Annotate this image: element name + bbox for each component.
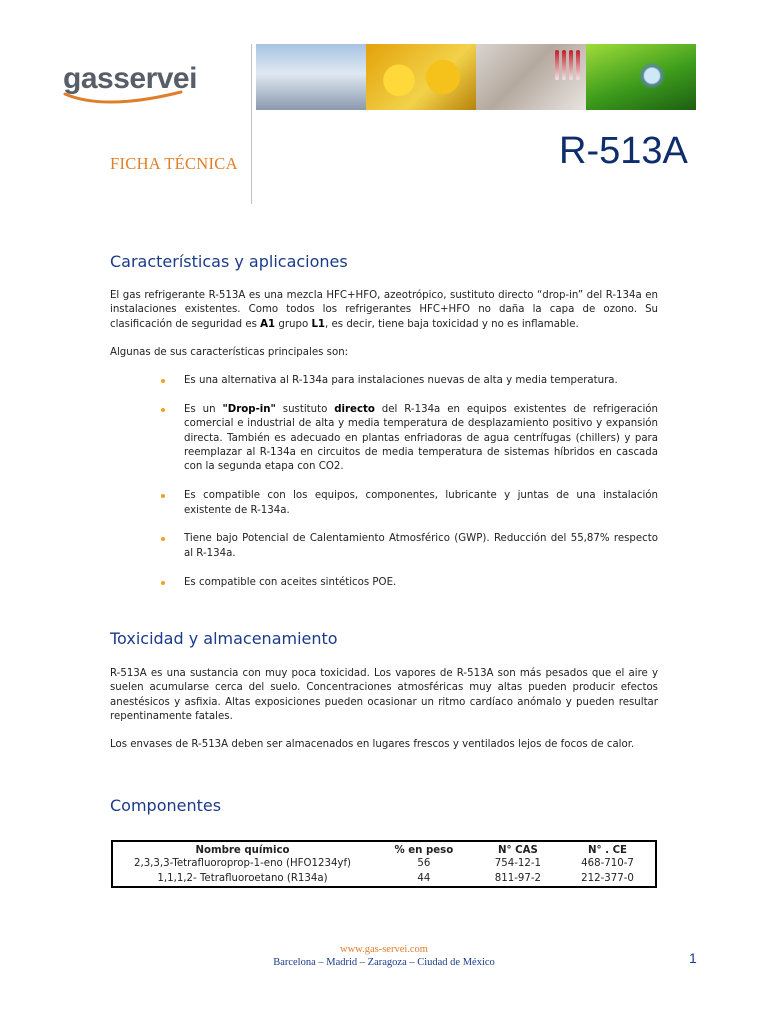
bullet-text: Tiene bajo Potencial de Calentamiento Atmosférico (GWP). Reducción del 55,87% respecto al R-134a.: [184, 533, 658, 559]
features-lead: Algunas de sus características principales son:: [110, 347, 349, 358]
banner-industrial-tanks-image: [256, 44, 366, 110]
list-item: [160, 403, 658, 475]
safety-class-a1: A1: [260, 318, 276, 330]
list-item: [160, 576, 658, 590]
list-item: [160, 489, 658, 518]
bullet-text: sustituto: [275, 403, 335, 415]
table-cell: 212-377-0: [581, 872, 634, 884]
list-item: [160, 374, 658, 388]
list-item: [160, 532, 658, 561]
banner-gas-cylinders-image: [366, 44, 476, 110]
bullet-text: Es una alternativa al R-134a para instalaciones nuevas de alta y media temperatura.: [184, 375, 618, 386]
safety-group-l1: L1: [311, 318, 326, 330]
intro-text-3: , es decir, tiene baja toxicidad y no es inflamable.: [325, 318, 579, 330]
table-cell: 56: [417, 858, 431, 869]
bullet-text: del R-134a en equipos existentes de refrigeración comercial e industrial de alta y media temperatura de desplazamiento positivo y expansión directa. También es adecuado en plantas enfriadoras de agua centrífugas (chillers) y para reemplazar al R-134a en circuitos de media temperatura de sistemas híbridos en cascada con la segunda etapa con CO2.: [184, 403, 658, 473]
header-divider: [251, 44, 252, 204]
table-cell: 44: [417, 872, 431, 884]
section-title-caracteristicas: Características y aplicaciones: [110, 252, 348, 271]
section-title-componentes: Componentes: [110, 796, 222, 815]
document-type-label: FICHA TÉCNICA: [110, 154, 238, 173]
table-row: [112, 872, 656, 888]
table-cell: 1,1,1,2- Tetrafluoroetano (R134a): [157, 872, 328, 884]
components-table: [111, 840, 657, 888]
bullet-bold-directo: directo: [334, 403, 375, 415]
page-number: 1: [689, 950, 697, 966]
footer-office-locations: Barcelona – Madrid – Zaragoza – Ciudad de México: [273, 957, 495, 968]
table-cell: 754-12-1: [494, 858, 541, 869]
footer-website-link[interactable]: www.gas-servei.com: [340, 944, 428, 955]
column-header-nombre: Nombre químico: [195, 845, 290, 856]
company-logo: [63, 62, 228, 104]
features-list: [160, 374, 658, 604]
toxicity-paragraph: R-513A es una sustancia con muy poca toxicidad. Los vapores de R-513A son más pesados que el aire y suelen acumularse cerca del suelo. Concentraciones atmosféricas muy altas pueden producir efectos anestésicos y asfixia. Altas exposiciones pueden ocasionar un ritmo cardíaco anómalo y pueden resultar repentinamente fatales.: [110, 668, 658, 723]
banner-green-leaf-image: [586, 44, 696, 110]
intro-paragraph: [110, 289, 658, 332]
storage-paragraph: Los envases de R-513A deben ser almacenados en lugares frescos y ventilados lejos de focos de calor.: [110, 739, 635, 750]
logo-swoosh-icon: [63, 90, 183, 104]
table-header-row: [112, 841, 656, 857]
intro-text-1: El gas refrigerante R-513A es una mezcla HFC+HFO, azeotrópico, sustituto directo “drop-in” del R-134a en instalaciones existentes. Como todos los refrigerantes HFC+HFO no daña la capa de ozono. Su clasificación de seguridad es: [110, 290, 658, 330]
product-code-title: R-513A: [559, 130, 688, 172]
bullet-text: Es compatible con aceites sintéticos POE.: [184, 576, 397, 588]
column-header-cas: N° CAS: [497, 845, 538, 856]
logo-text: gasservei: [63, 62, 197, 95]
bullet-text: Es un: [184, 403, 223, 415]
table-row: [112, 857, 656, 872]
table-cell: 811-97-2: [494, 872, 541, 884]
column-header-ce: N° . CE: [588, 845, 628, 856]
section-title-toxicidad: Toxicidad y almacenamiento: [110, 629, 338, 648]
table-cell: 2,3,3,3-Tetrafluoroprop-1-eno (HFO1234yf): [133, 858, 352, 869]
header-banner-image: [256, 44, 696, 110]
test-tubes-icon: [555, 50, 580, 80]
bullet-text: Es compatible con los equipos, componentes, lubricante y juntas de una instalación existente de R-134a.: [184, 490, 658, 516]
column-header-peso: % en peso: [394, 845, 454, 856]
table-cell: 468-710-7: [581, 858, 634, 869]
banner-laboratory-image: [476, 44, 586, 110]
intro-text-2: grupo: [275, 318, 312, 330]
bullet-bold-dropin: "Drop-in": [222, 403, 276, 415]
